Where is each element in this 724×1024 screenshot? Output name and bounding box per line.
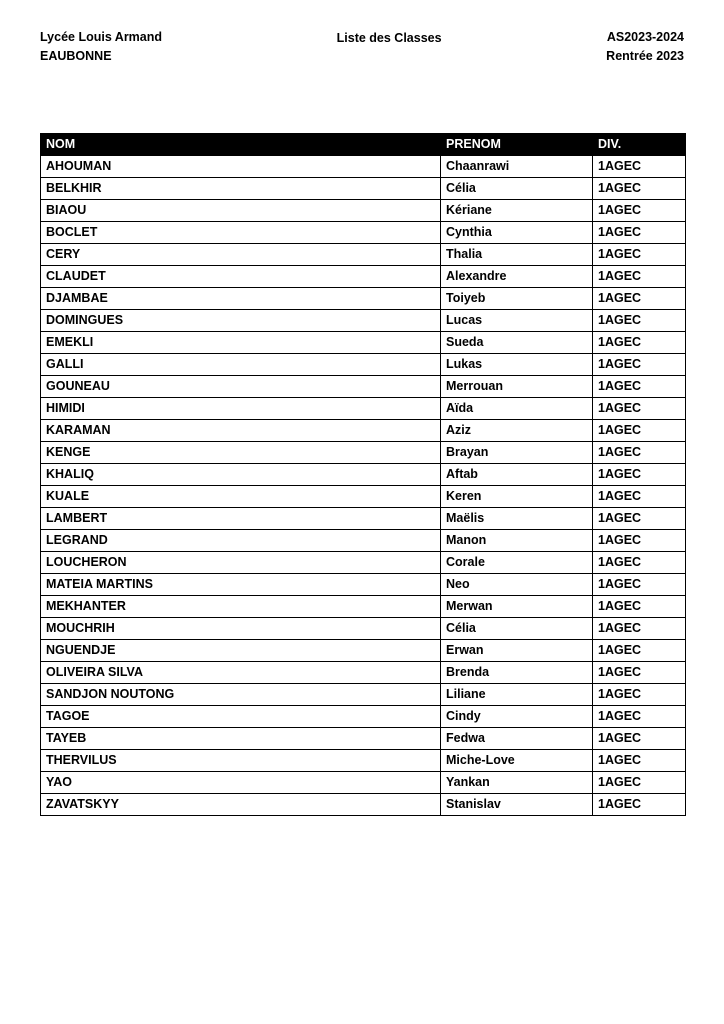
cell-prenom: Aziz xyxy=(441,419,593,441)
table-row xyxy=(41,771,686,793)
cell-prenom: Lucas xyxy=(441,309,593,331)
cell-div: 1AGEC xyxy=(593,749,686,771)
cell-nom: DJAMBAE xyxy=(41,287,441,309)
cell-div: 1AGEC xyxy=(593,529,686,551)
table-row xyxy=(41,397,686,419)
cell-prenom: Maëlis xyxy=(441,507,593,529)
cell-nom: OLIVEIRA SILVA xyxy=(41,661,441,683)
cell-prenom: Erwan xyxy=(441,639,593,661)
cell-prenom: Aïda xyxy=(441,397,593,419)
cell-prenom: Manon xyxy=(441,529,593,551)
header-table-gap xyxy=(40,67,684,133)
table-row xyxy=(41,595,686,617)
cell-nom: GOUNEAU xyxy=(41,375,441,397)
table-row xyxy=(41,331,686,353)
cell-div: 1AGEC xyxy=(593,199,686,221)
cell-nom: TAGOE xyxy=(41,705,441,727)
cell-prenom: Cindy xyxy=(441,705,593,727)
cell-nom: ZAVATSKYY xyxy=(41,793,441,815)
cell-prenom: Corale xyxy=(441,551,593,573)
cell-div: 1AGEC xyxy=(593,793,686,815)
document-title: Liste des Classes xyxy=(336,31,442,45)
cell-div: 1AGEC xyxy=(593,595,686,617)
table-row xyxy=(41,529,686,551)
header-left-block xyxy=(40,28,162,67)
table-row xyxy=(41,793,686,815)
cell-prenom: Célia xyxy=(441,177,593,199)
cell-prenom: Lukas xyxy=(441,353,593,375)
table-row xyxy=(41,419,686,441)
cell-div: 1AGEC xyxy=(593,727,686,749)
cell-nom: SANDJON NOUTONG xyxy=(41,683,441,705)
cell-div: 1AGEC xyxy=(593,419,686,441)
cell-div: 1AGEC xyxy=(593,771,686,793)
cell-nom: TAYEB xyxy=(41,727,441,749)
cell-nom: LEGRAND xyxy=(41,529,441,551)
table-row xyxy=(41,639,686,661)
table-row xyxy=(41,727,686,749)
header-right-block xyxy=(606,28,684,67)
table-row xyxy=(41,353,686,375)
cell-div: 1AGEC xyxy=(593,221,686,243)
cell-nom: MEKHANTER xyxy=(41,595,441,617)
cell-prenom: Kériane xyxy=(441,199,593,221)
cell-div: 1AGEC xyxy=(593,265,686,287)
cell-nom: CERY xyxy=(41,243,441,265)
cell-prenom: Yankan xyxy=(441,771,593,793)
cell-div: 1AGEC xyxy=(593,551,686,573)
cell-nom: DOMINGUES xyxy=(41,309,441,331)
cell-prenom: Fedwa xyxy=(441,727,593,749)
table-header-row-group xyxy=(41,133,686,155)
cell-prenom: Liliane xyxy=(441,683,593,705)
table-row xyxy=(41,221,686,243)
cell-nom: KARAMAN xyxy=(41,419,441,441)
school-name: Lycée Louis Armand xyxy=(40,30,163,44)
cell-prenom: Sueda xyxy=(441,331,593,353)
table-row xyxy=(41,177,686,199)
table-row xyxy=(41,573,686,595)
cell-prenom: Toiyeb xyxy=(441,287,593,309)
school-year: AS2023-2024 xyxy=(606,30,684,44)
cell-prenom: Keren xyxy=(441,485,593,507)
cell-nom: KENGE xyxy=(41,441,441,463)
cell-div: 1AGEC xyxy=(593,441,686,463)
cell-nom: EMEKLI xyxy=(41,331,441,353)
cell-prenom: Miche-Love xyxy=(441,749,593,771)
table-row xyxy=(41,155,686,177)
table-row xyxy=(41,749,686,771)
cell-nom: GALLI xyxy=(41,353,441,375)
term-label: Rentrée 2023 xyxy=(606,49,684,64)
cell-prenom: Stanislav xyxy=(441,793,593,815)
cell-nom: YAO xyxy=(41,771,441,793)
cell-div: 1AGEC xyxy=(593,485,686,507)
cell-div: 1AGEC xyxy=(593,287,686,309)
class-roster-table xyxy=(40,133,686,816)
table-row xyxy=(41,683,686,705)
header-center-block xyxy=(162,28,606,48)
cell-prenom: Célia xyxy=(441,617,593,639)
cell-div: 1AGEC xyxy=(593,617,686,639)
table-row xyxy=(41,551,686,573)
cell-div: 1AGEC xyxy=(593,397,686,419)
table-header-row xyxy=(41,133,686,155)
school-city: EAUBONNE xyxy=(40,49,112,64)
cell-prenom: Cynthia xyxy=(441,221,593,243)
column-header-prenom: PRENOM xyxy=(441,133,593,155)
cell-prenom: Alexandre xyxy=(441,265,593,287)
table-row xyxy=(41,265,686,287)
table-row xyxy=(41,309,686,331)
table-row xyxy=(41,617,686,639)
cell-prenom: Brayan xyxy=(441,441,593,463)
cell-div: 1AGEC xyxy=(593,639,686,661)
cell-nom: AHOUMAN xyxy=(41,155,441,177)
cell-prenom: Chaanrawi xyxy=(441,155,593,177)
cell-nom: LOUCHERON xyxy=(41,551,441,573)
cell-nom: HIMIDI xyxy=(41,397,441,419)
cell-div: 1AGEC xyxy=(593,573,686,595)
cell-nom: LAMBERT xyxy=(41,507,441,529)
cell-prenom: Merrouan xyxy=(441,375,593,397)
cell-prenom: Aftab xyxy=(441,463,593,485)
table-row xyxy=(41,463,686,485)
cell-div: 1AGEC xyxy=(593,155,686,177)
cell-prenom: Neo xyxy=(441,573,593,595)
cell-prenom: Thalia xyxy=(441,243,593,265)
table-row xyxy=(41,507,686,529)
table-row xyxy=(41,199,686,221)
cell-div: 1AGEC xyxy=(593,353,686,375)
cell-nom: KHALIQ xyxy=(41,463,441,485)
document-header xyxy=(40,28,684,67)
cell-nom: KUALE xyxy=(41,485,441,507)
cell-div: 1AGEC xyxy=(593,375,686,397)
cell-nom: CLAUDET xyxy=(41,265,441,287)
cell-div: 1AGEC xyxy=(593,463,686,485)
cell-div: 1AGEC xyxy=(593,507,686,529)
cell-div: 1AGEC xyxy=(593,683,686,705)
cell-nom: BOCLET xyxy=(41,221,441,243)
column-header-nom: NOM xyxy=(41,133,441,155)
table-body xyxy=(41,155,686,815)
table-row xyxy=(41,705,686,727)
table-row xyxy=(41,485,686,507)
cell-div: 1AGEC xyxy=(593,243,686,265)
cell-nom: BELKHIR xyxy=(41,177,441,199)
cell-prenom: Brenda xyxy=(441,661,593,683)
table-row xyxy=(41,661,686,683)
cell-nom: NGUENDJE xyxy=(41,639,441,661)
cell-nom: MOUCHRIH xyxy=(41,617,441,639)
table-row xyxy=(41,287,686,309)
table-row xyxy=(41,441,686,463)
cell-div: 1AGEC xyxy=(593,331,686,353)
table-row xyxy=(41,375,686,397)
cell-div: 1AGEC xyxy=(593,661,686,683)
table-row xyxy=(41,243,686,265)
cell-nom: BIAOU xyxy=(41,199,441,221)
cell-div: 1AGEC xyxy=(593,705,686,727)
cell-div: 1AGEC xyxy=(593,309,686,331)
cell-nom: MATEIA MARTINS xyxy=(41,573,441,595)
cell-prenom: Merwan xyxy=(441,595,593,617)
cell-div: 1AGEC xyxy=(593,177,686,199)
column-header-div: DIV. xyxy=(593,133,686,155)
cell-nom: THERVILUS xyxy=(41,749,441,771)
